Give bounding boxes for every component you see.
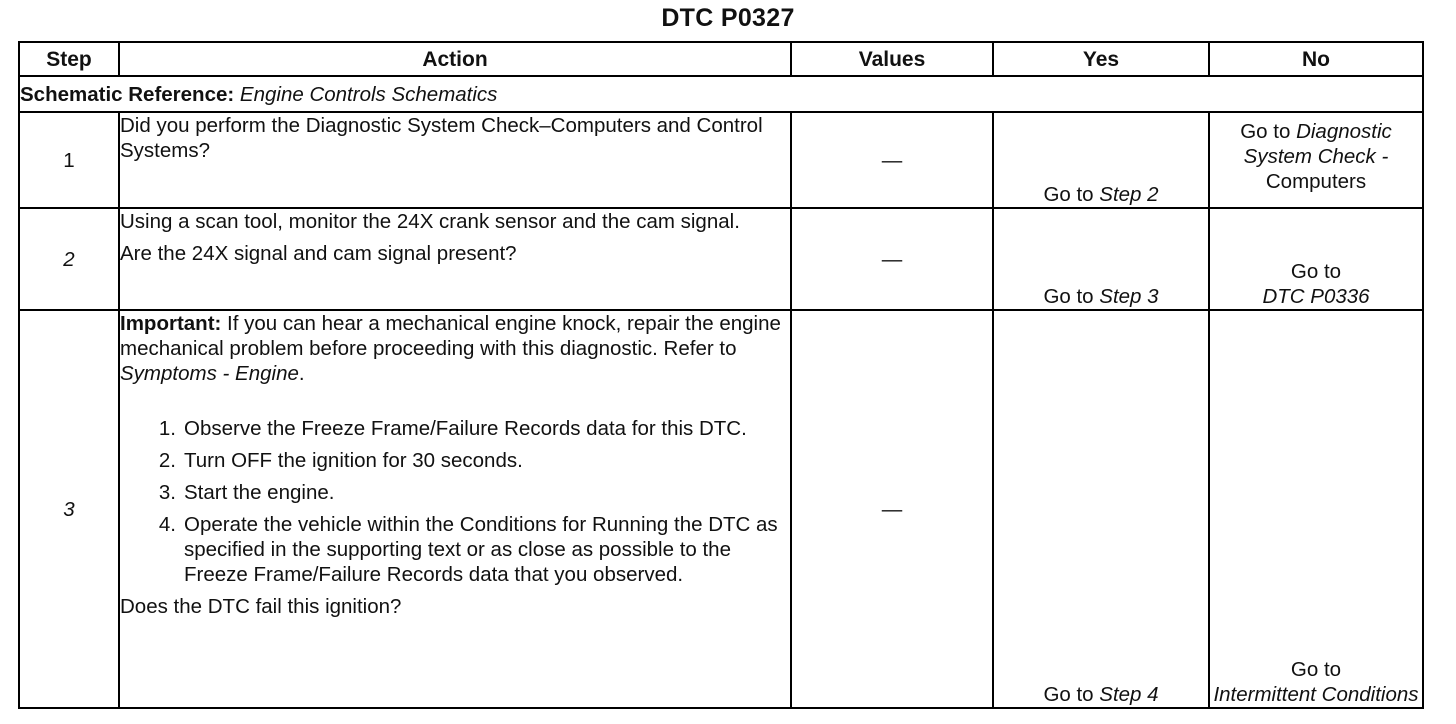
list-item-number: 2. [158, 449, 176, 472]
action-cell [119, 310, 791, 708]
value-cell: — [791, 208, 993, 310]
schematic-reference-row [19, 76, 1423, 112]
header-action: Action [119, 42, 791, 76]
value-cell: — [791, 310, 993, 708]
yes-cell [993, 208, 1209, 310]
list-item-number: 1. [158, 417, 176, 440]
action-text: Using a scan tool, monitor the 24X crank sensor and the cam signal. [120, 210, 740, 233]
important-note [120, 311, 790, 386]
action-cell [119, 208, 791, 310]
schematic-reference-link[interactable]: Engine Controls Schematics [239, 82, 498, 106]
no-intermittent-link[interactable]: Intermittent Conditions [1213, 683, 1419, 706]
yes-prefix: Go to [1043, 285, 1100, 308]
no-cell [1209, 310, 1423, 708]
no-cell [1209, 208, 1423, 310]
header-step: Step [19, 42, 119, 76]
yes-step-link[interactable]: Step 4 [1099, 683, 1159, 706]
list-item-number: 4. [158, 513, 176, 536]
yes-cell [993, 112, 1209, 208]
important-text: If you can hear a mechanical engine knock, repair the engine mechanical problem before proceeding with this diagnostic. Refer to [120, 312, 781, 360]
yes-cell [993, 310, 1209, 708]
list-item-text: Operate the vehicle within the Conditions for Running the DTC as specified in the supporting text or as close as possible to the Freeze Frame/Failure Records data that you observed. [184, 513, 778, 586]
list-item-text: Observe the Freeze Frame/Failure Records data for this DTC. [184, 417, 747, 440]
action-question: Does the DTC fail this ignition? [120, 595, 402, 618]
yes-prefix: Go to [1043, 683, 1100, 706]
no-prefix: Go to [1240, 120, 1297, 143]
procedure-list [120, 416, 790, 587]
list-item [120, 416, 790, 441]
header-no: No [1209, 42, 1423, 76]
list-item [120, 448, 790, 473]
list-item-number: 3. [158, 481, 176, 504]
yes-step-link[interactable]: Step 3 [1099, 285, 1159, 308]
no-cell [1209, 112, 1423, 208]
schematic-reference [19, 76, 1423, 112]
yes-step-link[interactable]: Step 2 [1099, 183, 1159, 206]
important-label: Important: [120, 312, 222, 335]
no-prefix: Go to [1290, 658, 1342, 681]
list-item-text: Start the engine. [184, 481, 335, 504]
no-suffix: Computers [1265, 170, 1367, 193]
header-row [19, 42, 1423, 76]
no-diagnostic-link[interactable]: Diagnostic System Check - [1243, 120, 1392, 168]
step-number: 3 [19, 310, 119, 708]
list-item [120, 512, 790, 587]
value-cell: — [791, 112, 993, 208]
list-item [120, 480, 790, 505]
page-title: DTC P0327 [661, 4, 795, 32]
action-question: Are the 24X signal and cam signal present? [120, 242, 517, 265]
table-row [19, 208, 1423, 310]
list-item-text: Turn OFF the ignition for 30 seconds. [184, 449, 523, 472]
important-end: . [298, 362, 305, 385]
schematic-reference-label: Schematic Reference: [20, 82, 235, 106]
header-values: Values [791, 42, 993, 76]
action-cell [119, 112, 791, 208]
yes-prefix: Go to [1043, 183, 1100, 206]
header-yes: Yes [993, 42, 1209, 76]
table-row [19, 112, 1423, 208]
table-row [19, 310, 1423, 708]
no-dtc-link[interactable]: DTC P0336 [1262, 285, 1370, 308]
action-text: Did you perform the Diagnostic System Check–Computers and Control Systems? [120, 114, 763, 162]
no-prefix: Go to [1290, 260, 1342, 283]
symptoms-engine-link[interactable]: Symptoms - Engine [120, 362, 299, 385]
step-number: 2 [19, 208, 119, 310]
diagnostic-table [18, 41, 1424, 709]
step-number: 1 [19, 112, 119, 208]
